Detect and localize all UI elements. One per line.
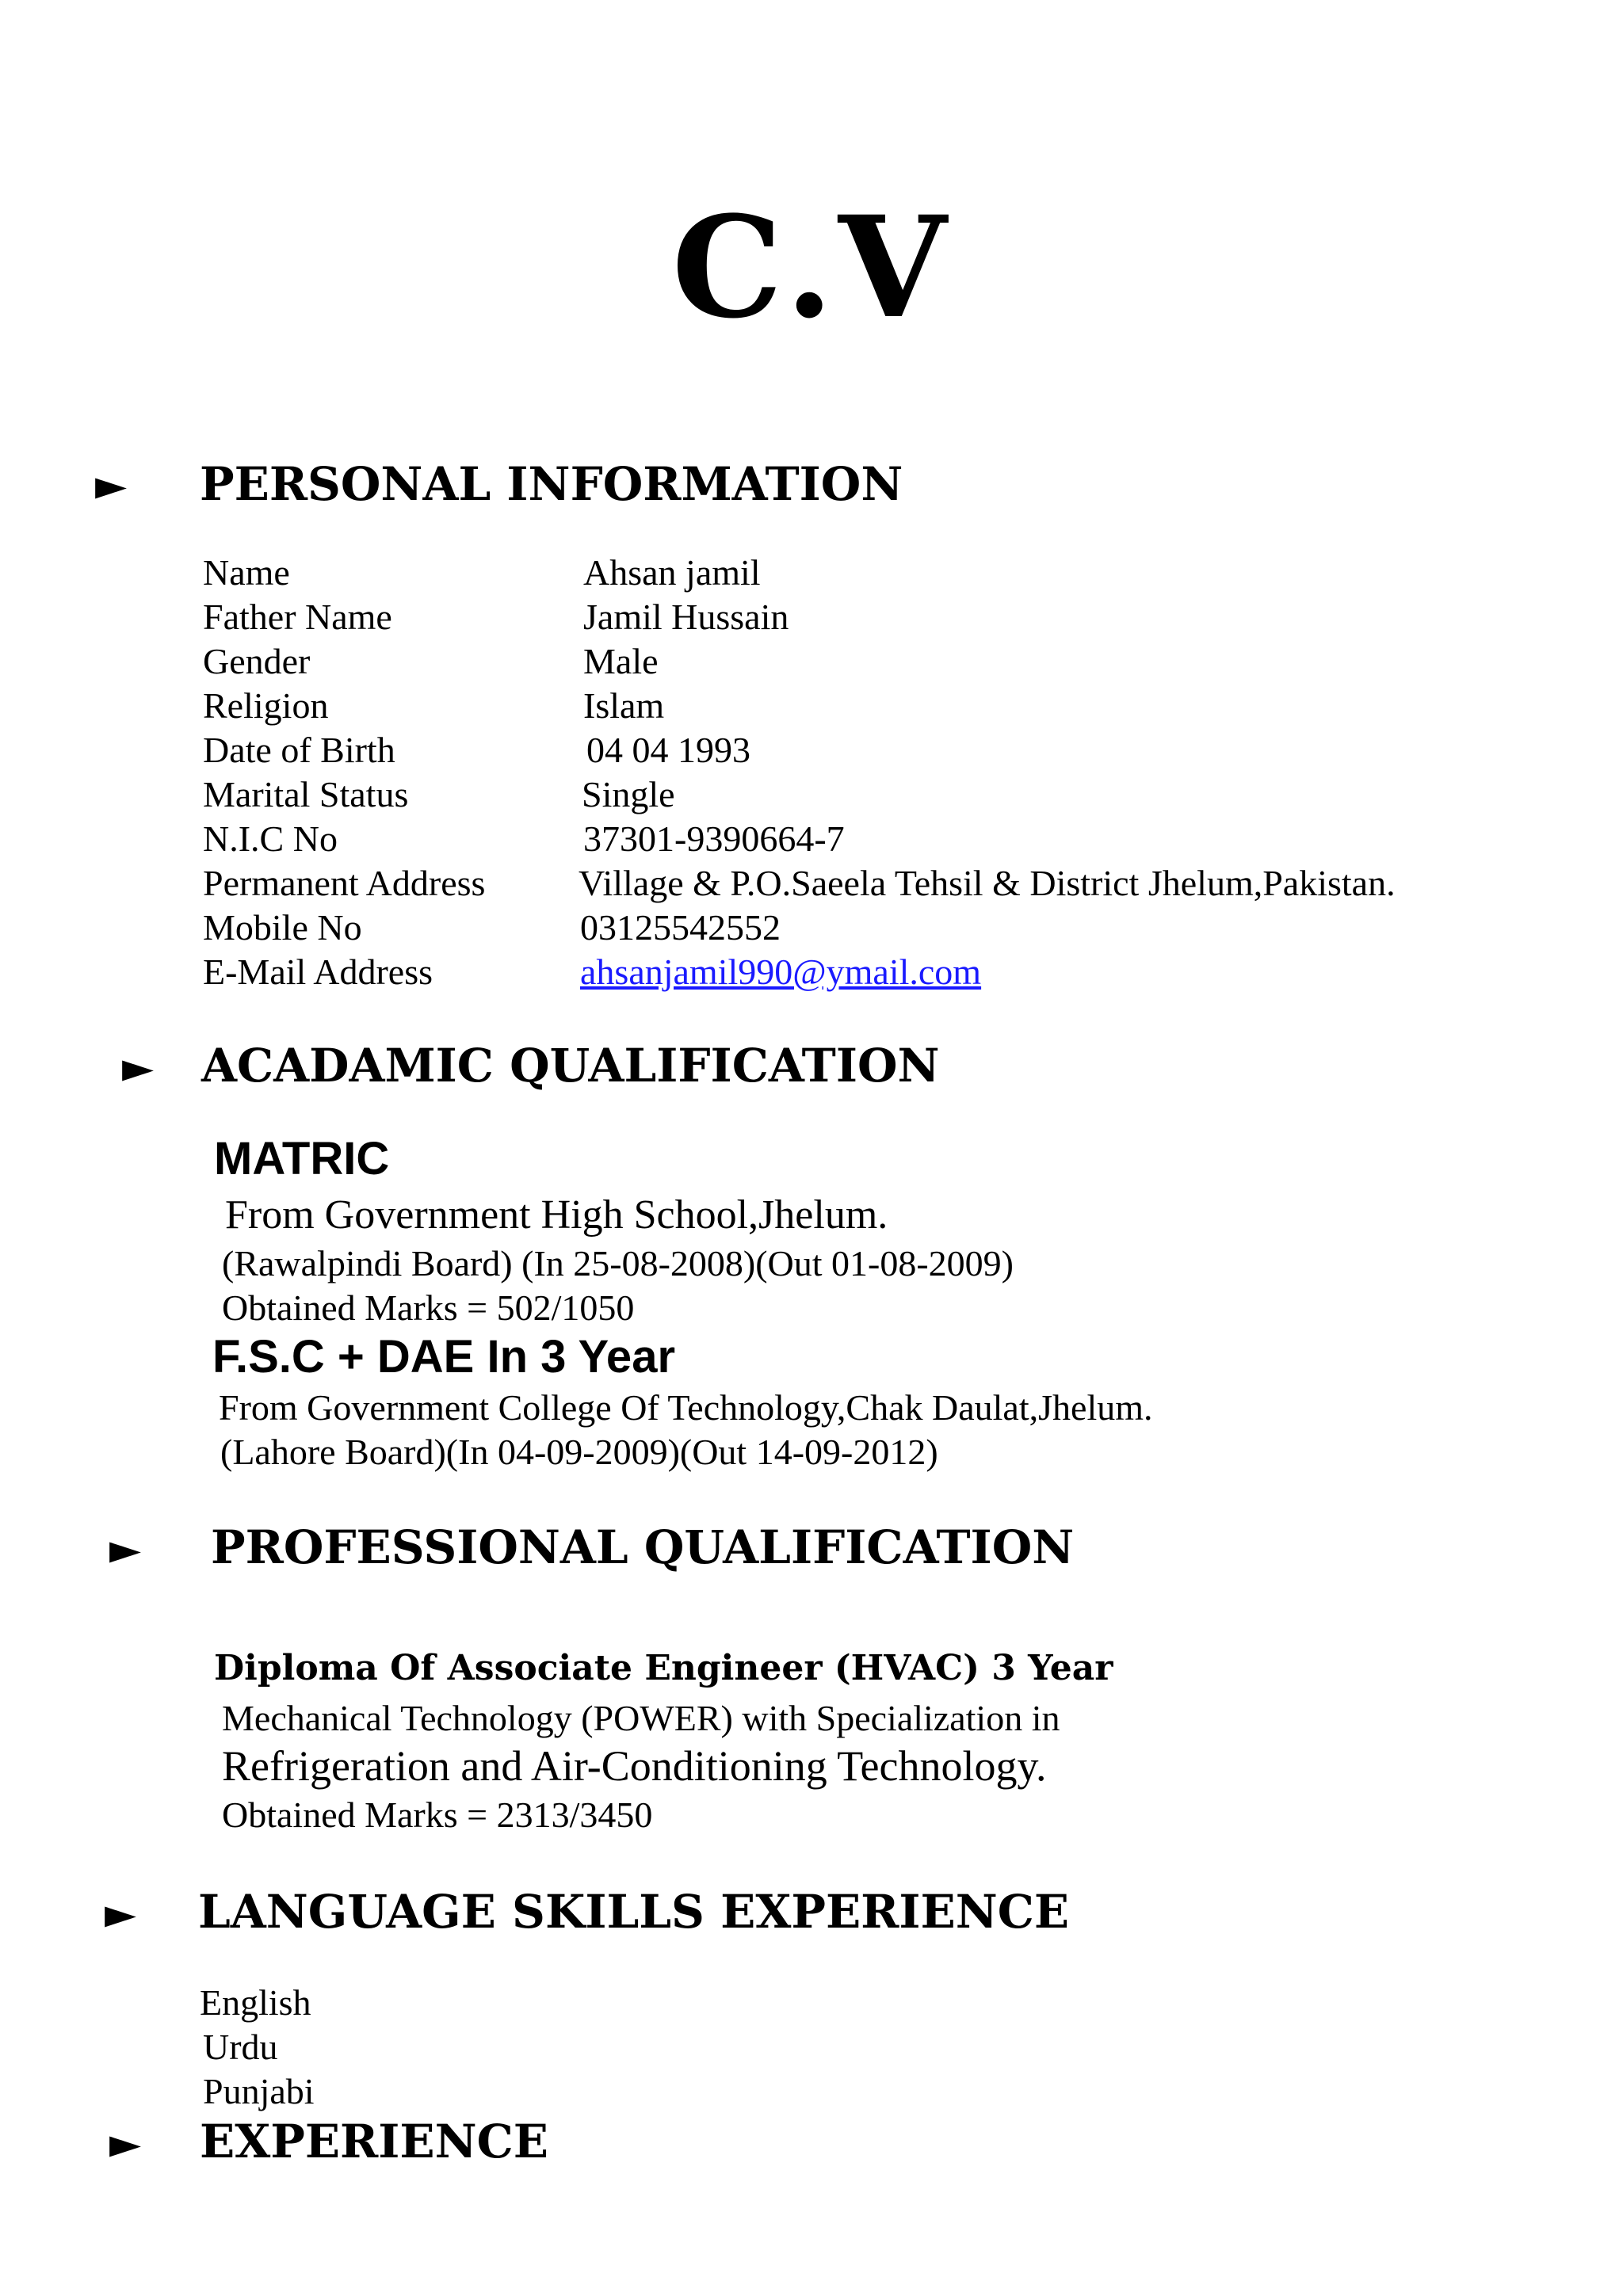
matric-board: (Rawalpindi Board) (In 25-08-2008)(Out 01-08-2009) <box>222 1243 1014 1283</box>
diploma-title: Diploma Of Associate Engineer (HVAC) 3 Year <box>214 1648 1113 1688</box>
professional-qualification-heading: PROFESSIONAL QUALIFICATION <box>211 1520 1075 1574</box>
religion-label: Religion <box>203 685 329 726</box>
diploma-line-1: Mechanical Technology (POWER) with Specialization in <box>222 1698 1060 1738</box>
permanent-address-value: Village & P.O.Saeela Tehsil & District Jhelum,Pakistan. <box>579 863 1396 903</box>
language-skills-heading: LANGUAGE SKILLS EXPERIENCE <box>198 1885 1070 1939</box>
date-of-birth-label: Date of Birth <box>203 730 395 770</box>
section-bullet-arrow-icon: ► <box>105 1890 136 1938</box>
permanent-address-label: Permanent Address <box>203 863 486 903</box>
fsc-college: From Government College Of Technology,Chak Daulat,Jhelum. <box>219 1387 1153 1428</box>
academic-qualification-heading: ACADAMIC QUALIFICATION <box>201 1039 940 1093</box>
section-bullet-arrow-icon: ► <box>109 2120 141 2168</box>
email-address-label: E-Mail Address <box>203 952 433 992</box>
language-item: English <box>200 1982 311 2023</box>
marital-status-value: Single <box>582 774 675 814</box>
email-address-link[interactable]: ahsanjamil990@ymail.com <box>580 952 982 992</box>
mobile-no-label: Mobile No <box>203 907 362 948</box>
nic-no-value: 37301-9390664-7 <box>583 818 845 859</box>
gender-label: Gender <box>203 641 311 681</box>
diploma-marks: Obtained Marks = 2313/3450 <box>222 1794 653 1835</box>
father-name-label: Father Name <box>203 597 392 637</box>
matric-school: From Government High School,Jhelum. <box>225 1192 888 1238</box>
matric-marks: Obtained Marks = 502/1050 <box>222 1287 635 1328</box>
gender-value: Male <box>583 641 659 681</box>
experience-heading: EXPERIENCE <box>200 2115 548 2168</box>
marital-status-label: Marital Status <box>203 774 409 814</box>
father-name-value: Jamil Hussain <box>583 597 789 637</box>
diploma-line-2: Refrigeration and Air-Conditioning Technology. <box>222 1742 1047 1790</box>
name-label: Name <box>203 552 290 593</box>
mobile-no-value: 03125542552 <box>580 907 781 948</box>
name-value: Ahsan jamil <box>583 552 761 593</box>
religion-value: Islam <box>583 685 665 726</box>
language-item: Punjabi <box>203 2071 315 2111</box>
section-bullet-arrow-icon: ► <box>109 1526 141 1573</box>
personal-information-heading: PERSONAL INFORMATION <box>200 457 903 511</box>
cv-title: C.V <box>671 185 952 349</box>
fsc-board: (Lahore Board)(In 04-09-2009)(Out 14-09-2012) <box>220 1432 938 1472</box>
language-item: Urdu <box>203 2027 278 2067</box>
nic-no-label: N.I.C No <box>203 818 338 859</box>
date-of-birth-value: 04 04 1993 <box>586 730 750 770</box>
matric-title: MATRIC <box>214 1133 390 1184</box>
section-bullet-arrow-icon: ► <box>95 462 127 509</box>
fsc-dae-title: F.S.C + DAE In 3 Year <box>212 1331 676 1383</box>
section-bullet-arrow-icon: ► <box>122 1044 154 1092</box>
